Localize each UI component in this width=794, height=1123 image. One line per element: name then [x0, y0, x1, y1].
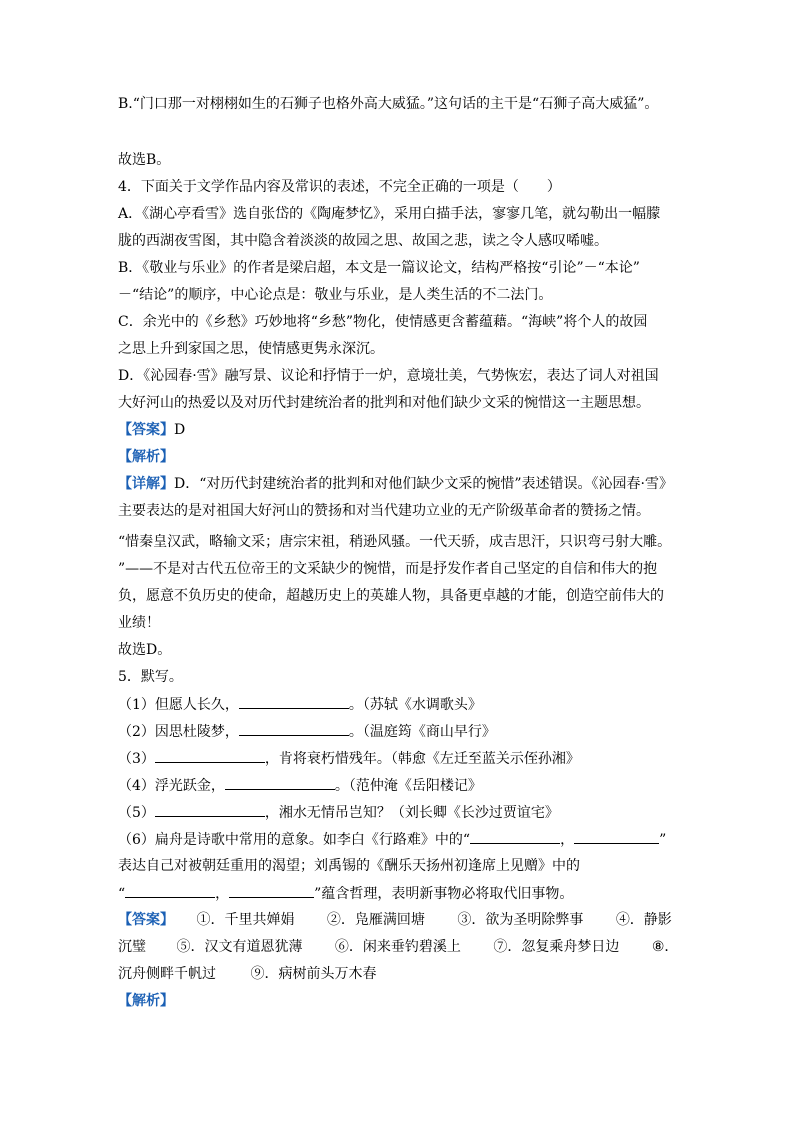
q5-blank-7b[interactable] [229, 883, 314, 898]
q5-item-4-pre: （4）浮光跃金， [118, 778, 225, 794]
q5-ans-3: ③．欲为圣明除弊事 [457, 912, 584, 928]
q5-blank-6b[interactable] [574, 829, 659, 844]
q5-item-6-comma2: ， [215, 886, 230, 902]
q4-option-c-line2: 之思上升到家国之思，使情感更隽永深沉。 [118, 341, 384, 357]
q5-ans-8a: ⑧． [651, 939, 679, 955]
q5-answer-row2 [118, 937, 678, 957]
q4-detail-line5: 负，愿意不负历史的使命，超越历史上的英雄人物，具备更卓越的才能，创造空前伟大的 [118, 588, 664, 604]
prev-conclusion: 故选B。 [118, 152, 171, 168]
q5-item-6-line2: 表达自己对被朝廷重用的渴望；刘禹锡的《酬乐天扬州初逢席上见赠》中的 [118, 858, 580, 874]
q5-blank-4[interactable] [225, 775, 335, 790]
q5-answer-row1 [118, 910, 672, 930]
q5-ans-5: ⑤．汉文有道恩犹薄 [176, 939, 303, 955]
q5-item-1-post: 。（苏轼《水调歌头》 [348, 697, 482, 713]
q4-detail-line1 [118, 474, 673, 494]
q5-ans-6: ⑥．闲来垂钓碧溪上 [334, 939, 461, 955]
q4-stem: 4．下面关于文学作品内容及常识的表述，不完全正确的一项是（ ） [118, 179, 561, 195]
q4-option-a-line2: 胧的西湖夜雪图，其中隐含着淡淡的故园之思、故国之悲，读之令人感叹唏嘘。 [118, 233, 608, 249]
q5-ans-2: ②．凫雁满回塘 [326, 912, 425, 928]
q5-item-3-post: ，肯将衰朽惜残年。（韩愈《左迁至蓝关示侄孙湘》 [264, 751, 580, 767]
q4-option-a-line1: A．《湖心亭看雪》选自张岱的《陶庵梦忆》，采用白描手法，寥寥几笔，就勾勒出一幅朦 [118, 206, 661, 222]
q5-ans-9: ⑨．病树前头万木春 [250, 966, 377, 982]
q5-item-6-quote-open: “ [118, 886, 126, 902]
q5-item-2-pre: （2）因思杜陵梦， [118, 724, 239, 740]
q5-stem: 5．默写。 [118, 669, 183, 685]
q5-blank-7a[interactable] [125, 883, 215, 898]
q4-detail-line6: 业绩！ [118, 615, 160, 631]
q5-blank-5[interactable] [155, 802, 265, 817]
q5-ans-7: ⑦．忽复乘舟梦日边 [493, 939, 620, 955]
q5-item-3 [118, 748, 580, 769]
q5-ans-8b: 沉舟侧畔千帆过 [118, 966, 216, 982]
prev-option-b: B.“门口那一对栩栩如生的石狮子也格外高大威猛。”这句话的主干是“石狮子高大威猛”。 [118, 96, 659, 112]
q5-blank-6a[interactable] [470, 829, 560, 844]
q5-blank-3[interactable] [155, 748, 265, 763]
q4-answer-row [118, 420, 185, 440]
q4-conclusion: 故选D。 [118, 642, 172, 658]
q4-option-d-line2: 大好河山的热爱以及对历代封建统治者的批判和对他们缺少文采的惋惜这一主题思想。 [118, 395, 650, 411]
q5-item-4 [118, 775, 482, 796]
q5-item-6-line3-post: ”蕴含哲理，表明新事物必将取代旧事物。 [314, 886, 574, 902]
q4-detail-line2: 主要表达的是对祖国大好河山的赞扬和对当代建功立业的无产阶级革命者的赞扬之情。 [118, 503, 650, 519]
q4-analysis-row [118, 447, 174, 467]
analysis-label: 【解析】 [118, 449, 174, 465]
q5-item-3-pre: （3） [118, 751, 155, 767]
q4-detail-line4: ”——不是对古代五位帝王的文采缺少的惋惜，而是抒发作者自己坚定的自信和伟大的抱 [118, 561, 658, 577]
detail-text: D．“对历代封建统治者的批判和对他们缺少文采的惋惜”表述错误。《沁园春·雪》 [174, 476, 673, 492]
q5-item-1 [118, 694, 482, 715]
answer-value: D [174, 422, 186, 438]
q5-item-1-pre: （1）但愿人长久， [118, 697, 239, 713]
q4-detail-line3: “惜秦皇汉武，略输文采；唐宗宋祖，稍逊风骚。一代天骄，成吉思汗，只识弯弓射大雕。 [118, 534, 672, 550]
q5-analysis-label: 【解析】 [118, 993, 174, 1009]
q5-blank-1[interactable] [239, 694, 349, 709]
q5-ans-4b: 沉璧 [118, 939, 146, 955]
q4-option-c-line1: C．余光中的《乡愁》巧妙地将“乡愁”物化，使情感更含蓄蕴藉。“海峡”将个人的故园 [118, 314, 648, 330]
q5-answer-row3 [118, 964, 376, 984]
q5-item-4-post: 。（范仲淹《岳阳楼记》 [334, 778, 482, 794]
q5-analysis-row [118, 991, 174, 1011]
q5-answer-label: 【答案】 [118, 912, 174, 928]
q5-item-5 [118, 802, 559, 823]
q5-item-6-line1 [118, 829, 666, 850]
q5-item-5-pre: （5） [118, 805, 155, 821]
q4-option-b-line2: －“结论”的顺序，中心论点是：敬业与乐业，是人类生活的不二法门。 [118, 287, 553, 303]
q4-option-d-line1: D．《沁园春·雪》融写景、议论和抒情于一炉，意境壮美，气势恢宏，表达了词人对祖国 [118, 368, 659, 384]
q5-item-5-post: ，湘水无情吊岂知？（刘长卿《长沙过贾谊宅》 [264, 805, 559, 821]
q5-blank-2[interactable] [239, 721, 349, 736]
q5-item-6-line3 [118, 883, 573, 904]
detail-label: 【详解】 [118, 476, 174, 492]
q5-item-6-comma: ， [560, 832, 575, 848]
q5-item-6-pre: （6）扁舟是诗歌中常用的意象。如李白《行路难》中的“ [118, 832, 471, 848]
q5-item-6-quote-close: ” [659, 832, 667, 848]
answer-label: 【答案】 [118, 422, 174, 438]
q5-item-2-post: 。（温庭筠《商山早行》 [348, 724, 496, 740]
q5-ans-1: ①．千里共婵娟 [196, 912, 295, 928]
q4-option-b-line1: B．《敬业与乐业》的作者是梁启超，本文是一篇议论文，结构严格按“引论”－“本论” [118, 260, 640, 276]
q5-item-2 [118, 721, 496, 742]
q5-ans-4a: ④．静影 [615, 912, 672, 928]
